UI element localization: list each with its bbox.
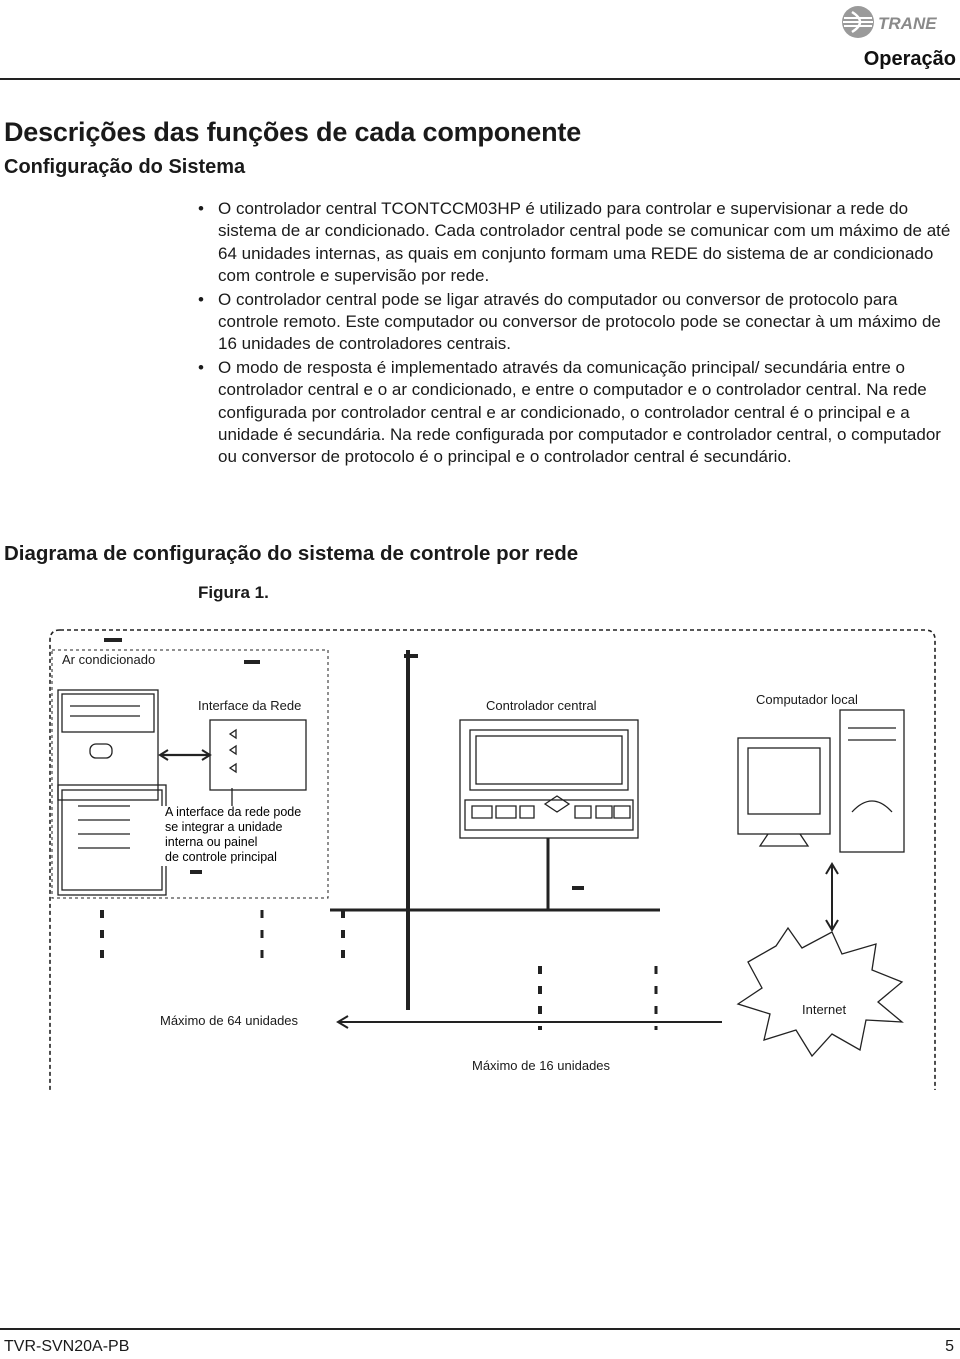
interface-note-line: se integrar a unidade <box>165 820 283 834</box>
label-local-computer: Computador local <box>756 692 858 707</box>
interface-note-line: interna ou painel <box>165 835 258 849</box>
page-number: 5 <box>945 1338 954 1355</box>
interface-note-line: A interface da rede pode <box>165 805 302 819</box>
air-conditioner-icon <box>58 690 166 895</box>
section-label: Operação <box>863 48 956 70</box>
header-divider <box>0 78 960 80</box>
local-computer-icon <box>738 710 904 852</box>
central-controller-icon <box>460 720 638 838</box>
figure-label: Figura 1. <box>198 583 269 602</box>
page-subtitle: Configuração do Sistema <box>4 156 246 178</box>
label-max-64: Máximo de 64 unidades <box>160 1013 299 1028</box>
interface-note-line: de controle principal <box>165 850 277 864</box>
label-max-16: Máximo de 16 unidades <box>472 1058 611 1073</box>
internet-burst <box>738 928 902 1056</box>
trane-logo <box>838 4 956 40</box>
label-internet: Internet <box>802 1002 847 1017</box>
page-title: Descrições das funções de cada componente <box>4 117 582 147</box>
interface-note <box>160 805 318 866</box>
bullet-item: • O modo de resposta é implementado através da comunicação principal/ secundária entre o controlador central e o ar condicionado, e entre o computador e o controlador central. Na rede configurada por controlador central e ar condicionado, o controlador central é o principal e a unidade é secundária. Na rede configurada por computador e controlador central, o computador ou conversor de protocolo é o principal e o controlador central é secundário. <box>198 357 958 469</box>
bullet-item: • O controlador central TCONTCCM03HP é utilizado para controlar e supervisionar a rede do sistema de ar condicionado. Cada controlador central pode se comunicar com um máximo de até 64 unidades internas, as quais em conjunto formam uma REDE do sistema de ar condicionado com controle e supervisão por rede. <box>198 198 958 288</box>
diagram-heading: Diagrama de configuração do sistema de controle por rede <box>4 542 579 565</box>
bullet-item: • O controlador central pode se ligar através do computador ou conversor de protocolo para controle remoto. Este computador ou conversor de protocolo pode se conectar à um máximo de 16 unidades de controladores centrais. <box>198 289 958 356</box>
doc-code: TVR-SVN20A-PB <box>4 1338 130 1355</box>
network-diagram <box>0 610 960 1100</box>
label-air-conditioner: Ar condicionado <box>62 652 156 667</box>
footer-divider <box>0 1328 960 1330</box>
label-network-interface: Interface da Rede <box>198 698 302 713</box>
logo-text: TRANE <box>878 14 937 33</box>
label-central-controller: Controlador central <box>486 698 597 713</box>
bullet-list <box>198 198 958 470</box>
network-interface-icon <box>210 720 306 790</box>
